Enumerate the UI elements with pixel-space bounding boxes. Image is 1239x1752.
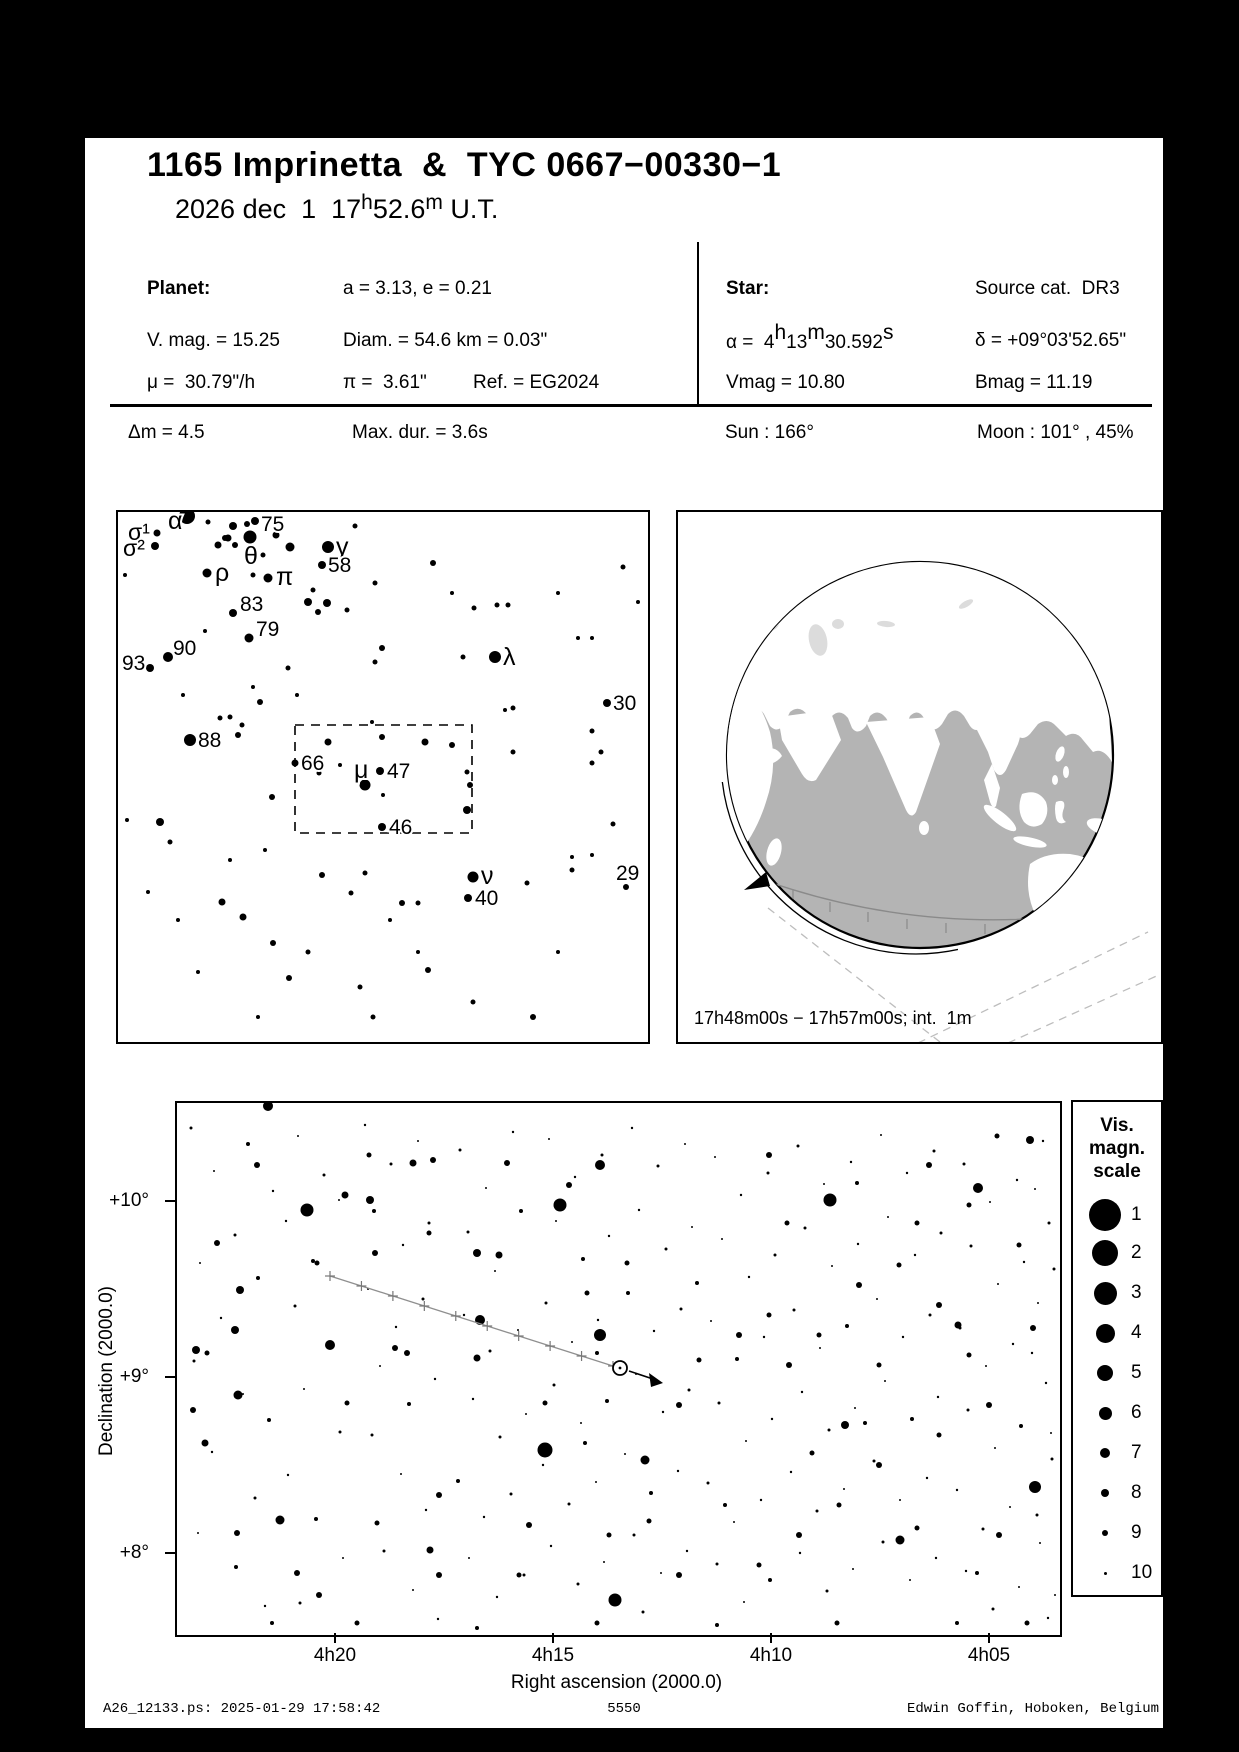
table-divider <box>697 242 699 405</box>
planet-section-label: Planet: <box>147 278 211 299</box>
svg-text:30: 30 <box>613 692 637 715</box>
magnitude-value: 4 <box>1131 1322 1142 1343</box>
finder-chart-panel <box>116 510 650 1044</box>
magnitude-dot <box>1089 1199 1121 1231</box>
magnitude-value: 8 <box>1131 1482 1142 1503</box>
svg-text:μ: μ <box>354 756 369 784</box>
magnitude-legend <box>1071 1100 1163 1597</box>
magnitude-dot <box>1094 1282 1117 1305</box>
magnitude-value: 1 <box>1131 1204 1142 1225</box>
moon-elongation: Moon : 101° , 45% <box>977 422 1134 443</box>
magnitude-value: 3 <box>1131 1282 1142 1303</box>
svg-text:75: 75 <box>261 513 285 536</box>
sun-elongation: Sun : 166° <box>725 422 814 443</box>
star-vmag: Vmag = 10.80 <box>726 372 845 393</box>
svg-text:λ: λ <box>503 643 516 671</box>
track-time-caption: 17h48m00s − 17h57m00s; int. 1m <box>694 1008 972 1028</box>
planet-mu: μ = 30.79"/h <box>147 372 256 393</box>
magnitude-dot <box>1097 1365 1113 1381</box>
magnitude-dot <box>1101 1489 1109 1497</box>
svg-text:σ¹: σ¹ <box>128 519 150 545</box>
footer-filename: A26_12133.ps: 2025-01-29 17:58:42 <box>103 1701 381 1717</box>
svg-text:47: 47 <box>387 760 411 783</box>
svg-text:88: 88 <box>198 729 222 752</box>
svg-text:46: 46 <box>389 816 413 839</box>
main-chart-panel <box>175 1101 1062 1637</box>
main-star-chart <box>177 1103 1060 1635</box>
star-section-label: Star: <box>726 278 770 299</box>
planet-vmag: V. mag. = 15.25 <box>147 330 280 351</box>
svg-text:θ: θ <box>244 542 258 570</box>
magnitude-dot <box>1092 1240 1118 1266</box>
track-direction-arrow <box>744 872 770 890</box>
magnitude-drop: Δm = 4.5 <box>128 422 205 443</box>
planet-orbit: a = 3.13, e = 0.21 <box>343 278 492 299</box>
svg-text:40: 40 <box>475 887 499 910</box>
svg-text:π: π <box>276 563 294 591</box>
magnitude-dot <box>1102 1530 1108 1536</box>
y-axis-ticks <box>155 1101 175 1633</box>
earth-globe-occultation-track <box>678 512 1161 1042</box>
finder-chart <box>118 512 648 1042</box>
svg-text:α: α <box>168 512 183 535</box>
svg-text:ν: ν <box>481 862 494 890</box>
footer-author: Edwin Goffin, Hoboken, Belgium <box>906 1701 1159 1717</box>
star-source-catalog: Source cat. DR3 <box>975 278 1120 299</box>
svg-text:66: 66 <box>301 752 325 775</box>
magnitude-value: 6 <box>1131 1402 1142 1423</box>
table-rule <box>110 404 1152 407</box>
legend-title: Vis. magn. scale <box>1089 1115 1145 1182</box>
svg-text:σ²: σ² <box>123 535 145 561</box>
magnitude-dot <box>1099 1407 1112 1420</box>
planet-diameter: Diam. = 54.6 km = 0.03" <box>343 330 548 351</box>
planet-parallax: π = 3.61" <box>343 372 427 393</box>
svg-text:90: 90 <box>173 637 197 660</box>
magnitude-value: 7 <box>1131 1442 1142 1463</box>
magnitude-value: 10 <box>1131 1562 1153 1583</box>
star-bmag: Bmag = 11.19 <box>975 372 1093 393</box>
event-datetime: 2026 dec 1 17$^h$52.6$^m$ U.T. <box>175 191 499 224</box>
magnitude-value: 9 <box>1131 1522 1142 1543</box>
magnitude-dot <box>1096 1324 1115 1343</box>
magnitude-value: 5 <box>1131 1362 1142 1383</box>
x-axis-title: Right ascension (2000.0) <box>510 1672 723 1693</box>
svg-text:93: 93 <box>122 652 146 675</box>
y-axis-title: Declination (2000.0) <box>96 1285 117 1457</box>
globe-panel <box>676 510 1163 1044</box>
planet-ref: Ref. = EG2024 <box>473 372 600 393</box>
svg-text:29: 29 <box>616 862 640 885</box>
document-page: 1165 Imprinetta & TYC 0667−00330−1 2026 dec 1 17$^h$52.6$^m$ U.T. Planet: a = 3.13, e = 0.21 V. mag. = 15.25 Diam. = 54.6 km = 0.03" μ = 30.79"/h π = 3.61" Ref. = EG2024 Star: Source cat. DR3 α = 4h13m30.592s δ = +09°03'52.65" Vmag = 10.80 Bmag = 11.19 Δm = 4.5 Max. dur. = 3.6s Sun : 166° Moon : 101° , 45% σ¹ σ² α 75 θ γ 58 ρ π 83 79 90 93 λ 30 88 66 μ 47 46 ν 40 29 17h48m00s − 17h57m00s; int. 1m +10° +9° +8° 4h20 4h15 4h10 4h05 Right ascension (2000.0) Declination (2000.0) Vis. magn. scale 1 2 3 4 5 6 7 8 9 10 A26_12133.ps: 2025-01-29 17:58:42 5550 Edwin Goffin, Hoboken, Belgium <box>85 138 1163 1728</box>
svg-text:79: 79 <box>256 618 280 641</box>
svg-text:83: 83 <box>240 593 264 616</box>
star-ra: α = 4h13m30.592s <box>726 321 894 353</box>
magnitude-dot <box>1100 1448 1110 1458</box>
star-dec: δ = +09°03'52.65" <box>975 330 1127 351</box>
svg-text:γ: γ <box>336 533 349 561</box>
svg-text:58: 58 <box>328 554 352 577</box>
footer-page-number: 5550 <box>607 1701 641 1717</box>
page-title: 1165 Imprinetta & TYC 0667−00330−1 <box>147 146 782 184</box>
magnitude-value: 2 <box>1131 1242 1142 1263</box>
magnitude-dot <box>1104 1572 1107 1575</box>
svg-text:ρ: ρ <box>215 559 230 587</box>
max-duration: Max. dur. = 3.6s <box>352 422 488 443</box>
